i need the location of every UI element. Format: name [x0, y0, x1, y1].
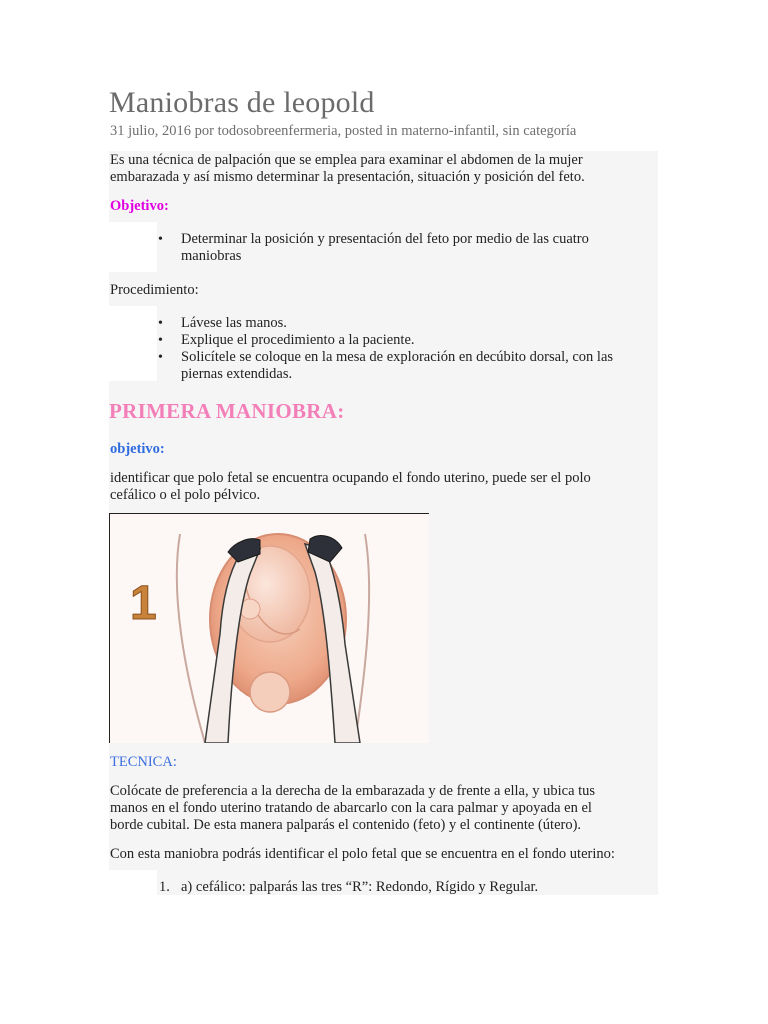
list-item [158, 231, 589, 265]
primera-objetivo-line-2: cefálico o el polo pélvico. [110, 487, 261, 503]
polo-fetal-text: Con esta maniobra podrás identificar el polo fetal que se encuentra en el fondo uterino: [110, 846, 615, 862]
bullet-icon: • [158, 333, 163, 348]
author-link[interactable]: todosobreenfermeria [217, 123, 338, 139]
primera-maniobra-illustration [109, 513, 429, 743]
bullet-icon: • [158, 316, 163, 331]
primera-objetivo-line-1: identificar que polo fetal se encuentra ocupando el fondo uterino, puede ser el polo [110, 470, 591, 486]
post-meta [110, 123, 576, 140]
tecnica-line-3: borde cubital. De esta manera palparás el contenido (feto) y el continente (útero). [110, 817, 582, 833]
objetivo-item-line-2: maniobras [181, 248, 242, 264]
post-date[interactable]: 31 julio, 2016 [110, 123, 191, 139]
meta-by: por [190, 123, 218, 139]
procedimiento-label: Procedimiento: [110, 282, 199, 298]
procedimiento-item-3-cont: piernas extendidas. [181, 366, 293, 382]
list-item [158, 315, 613, 332]
intro-line-1: Es una técnica de palpación que se emplea para examinar el abdomen de la mujer [110, 152, 583, 168]
procedimiento-item-2: Explique el procedimiento a la paciente. [181, 332, 415, 348]
polo-list [159, 879, 539, 896]
bullet-icon: • [158, 232, 163, 247]
figure-number-label: 1 [130, 577, 157, 630]
maniobra-drawing [110, 514, 429, 743]
cefalico-item: a) cefálico: palparás las tres “R”: Redondo, Rígido y Regular. [181, 879, 539, 895]
meta-posted-in: , posted in [337, 123, 402, 139]
content-background-gap-3 [109, 870, 157, 895]
procedimiento-list [158, 315, 614, 383]
category-link-materno[interactable]: materno-infantil [401, 123, 496, 139]
primera-objetivo-label: objetivo: [110, 441, 165, 457]
tecnica-line-1: Colócate de preferencia a la derecha de la embarazada y de frente a ella, y ubica tus [110, 783, 596, 799]
list-item [159, 879, 539, 896]
procedimiento-item-1: Lávese las manos. [181, 315, 287, 331]
intro-line-2: embarazada y así mismo determinar la presentación, situación y posición del feto. [110, 169, 585, 185]
list-item [158, 349, 614, 383]
content-background-gap-1 [109, 222, 157, 272]
objetivo-list [158, 231, 589, 265]
meta-separator: , [495, 123, 503, 139]
content-background-gap-2 [109, 306, 157, 381]
procedimiento-item-3: Solicítele se coloque en la mesa de exploración en decúbito dorsal, con las [181, 349, 614, 365]
tecnica-line-2: manos en el fondo uterino tratando de abarcarlo con la cara palmar y apoyada en el [110, 800, 592, 816]
objetivo-item-line-1: Determinar la posición y presentación del feto por medio de las cuatro [181, 231, 589, 247]
list-number: 1. [159, 879, 170, 895]
primera-maniobra-heading: PRIMERA MANIOBRA: [109, 399, 345, 423]
page-title: Maniobras de leopold [109, 86, 375, 119]
list-item [158, 332, 613, 349]
tecnica-label: TECNICA: [110, 754, 177, 770]
bullet-icon: • [158, 350, 163, 365]
category-link-sin-categoria[interactable]: sin categoría [502, 123, 577, 139]
objetivo-label: Objetivo: [110, 198, 169, 214]
